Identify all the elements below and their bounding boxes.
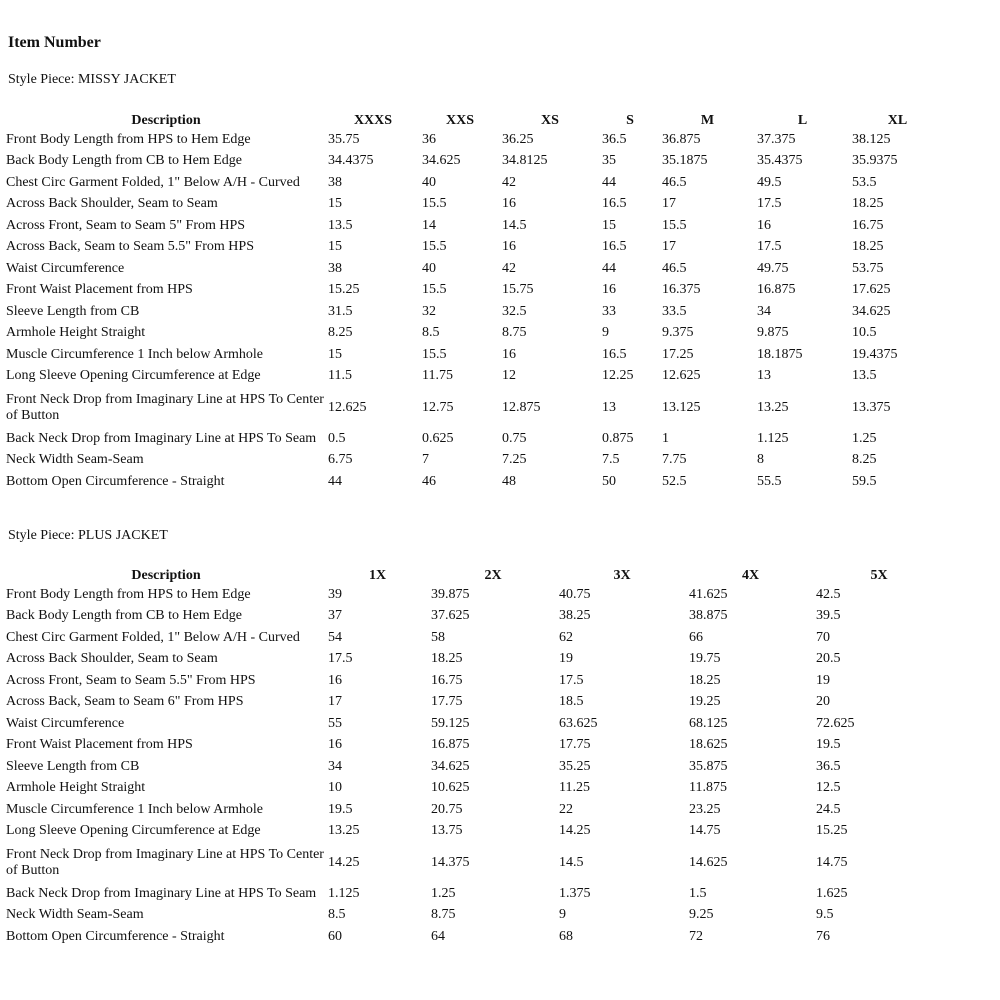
measurement-value: 16 xyxy=(602,282,616,298)
measurement-value: 8.25 xyxy=(328,325,353,341)
measurement-value: 13 xyxy=(757,368,771,384)
measurement-value: 35.9375 xyxy=(852,153,898,169)
measurement-value: 11.75 xyxy=(422,368,453,384)
measurement-value: 13.125 xyxy=(662,399,701,415)
measurement-value: 46.5 xyxy=(662,174,687,190)
measurement-value: 37 xyxy=(328,608,342,624)
measurement-value: 7.25 xyxy=(502,452,527,468)
size-header: 3X xyxy=(613,568,631,583)
measurement-value: 9 xyxy=(559,907,566,923)
size-header: XL xyxy=(887,113,908,128)
table-row xyxy=(6,194,945,216)
measurement-description: Bottom Open Circumference - Straight xyxy=(6,473,225,489)
measurement-description: Armhole Height Straight xyxy=(6,780,146,796)
measurement-description: Back Body Length from CB to Hem Edge xyxy=(6,153,243,169)
measurement-description: Chest Circ Garment Folded, 1" Below A/H - Curved xyxy=(6,629,300,645)
measurement-description: Across Back, Seam to Seam 5.5" From HPS xyxy=(6,239,254,255)
measurement-value: 42 xyxy=(502,174,516,190)
table-row xyxy=(6,713,944,735)
measurement-value: 19.5 xyxy=(816,737,841,753)
measurement-value: 35.1875 xyxy=(662,153,708,169)
missy-jacket-spec-table xyxy=(6,108,945,493)
measurement-value: 13.25 xyxy=(757,399,789,415)
measurement-value: 46.5 xyxy=(662,260,687,276)
size-header: S xyxy=(626,113,634,128)
measurement-value: 41.625 xyxy=(689,586,728,602)
table-row xyxy=(6,799,944,821)
measurement-value: 38 xyxy=(328,260,342,276)
measurement-value: 7.5 xyxy=(602,452,620,468)
measurement-value: 15.25 xyxy=(328,282,360,298)
measurement-value: 49.5 xyxy=(757,174,782,190)
measurement-value: 12.625 xyxy=(328,399,367,415)
measurement-value: 38 xyxy=(328,174,342,190)
measurement-value: 24.5 xyxy=(816,801,841,817)
measurement-value: 8.5 xyxy=(422,325,440,341)
measurement-value: 8.75 xyxy=(431,907,456,923)
table-row xyxy=(6,215,945,237)
table-row xyxy=(6,471,945,493)
plus-jacket-spec-table xyxy=(6,563,944,948)
table-row xyxy=(6,584,944,606)
measurement-value: 17 xyxy=(662,196,676,212)
measurement-value: 17.5 xyxy=(559,672,584,688)
measurement-value: 59.125 xyxy=(431,715,470,731)
measurement-value: 15.25 xyxy=(816,823,848,839)
table-row xyxy=(6,883,944,905)
measurement-value: 18.25 xyxy=(431,651,463,667)
measurement-value: 68.125 xyxy=(689,715,728,731)
measurement-value: 9.875 xyxy=(757,325,789,341)
measurement-value: 17 xyxy=(328,694,342,710)
table-row xyxy=(6,323,945,345)
measurement-description: Front Neck Drop from Imaginary Line at HPS To Center of Button xyxy=(6,391,324,423)
measurement-value: 10.5 xyxy=(852,325,877,341)
measurement-value: 55 xyxy=(328,715,342,731)
measurement-value: 18.25 xyxy=(689,672,721,688)
size-header: 1X xyxy=(368,568,387,583)
measurement-value: 36.25 xyxy=(502,131,534,147)
measurement-value: 34.625 xyxy=(852,303,891,319)
measurement-value: 15 xyxy=(328,196,342,212)
measurement-value: 16 xyxy=(328,737,342,753)
measurement-value: 54 xyxy=(328,629,342,645)
size-header: 5X xyxy=(870,568,888,583)
measurement-description: Across Back Shoulder, Seam to Seam xyxy=(6,196,218,212)
measurement-value: 16.5 xyxy=(602,196,627,212)
measurement-value: 40 xyxy=(422,174,436,190)
measurement-value: 44 xyxy=(328,473,342,489)
measurement-value: 7 xyxy=(422,452,429,468)
measurement-value: 13.5 xyxy=(328,217,353,233)
measurement-value: 40 xyxy=(422,260,436,276)
measurement-description: Sleeve Length from CB xyxy=(6,303,140,319)
measurement-value: 34 xyxy=(757,303,771,319)
measurement-value: 14.75 xyxy=(816,854,848,870)
measurement-value: 9.375 xyxy=(662,325,694,341)
measurement-value: 7.75 xyxy=(662,452,687,468)
measurement-value: 12.625 xyxy=(662,368,701,384)
measurement-value: 66 xyxy=(689,629,703,645)
measurement-description: Waist Circumference xyxy=(6,715,125,731)
measurement-value: 49.75 xyxy=(757,260,789,276)
size-header: XXXS xyxy=(353,113,393,128)
measurement-value: 18.25 xyxy=(852,196,884,212)
measurement-value: 9 xyxy=(602,325,609,341)
item-number-heading: Item Number xyxy=(8,34,101,51)
size-header: 4X xyxy=(741,568,760,583)
measurement-value: 16 xyxy=(502,239,516,255)
measurement-value: 34.625 xyxy=(431,758,470,774)
measurement-value: 1.125 xyxy=(328,885,360,901)
measurement-value: 9.5 xyxy=(816,907,834,923)
table-row xyxy=(6,172,945,194)
measurement-value: 18.625 xyxy=(689,737,728,753)
measurement-value: 18.25 xyxy=(852,239,884,255)
table-row xyxy=(6,926,944,948)
measurement-value: 53.75 xyxy=(852,260,884,276)
measurement-value: 34.4375 xyxy=(328,153,374,169)
table-row xyxy=(6,821,944,843)
measurement-value: 1.375 xyxy=(559,885,591,901)
measurement-value: 6.75 xyxy=(328,452,353,468)
measurement-value: 17.75 xyxy=(559,737,591,753)
table-row xyxy=(6,344,945,366)
measurement-value: 19 xyxy=(559,651,573,667)
measurement-value: 19.4375 xyxy=(852,346,898,362)
measurement-value: 15 xyxy=(328,239,342,255)
measurement-description: Neck Width Seam-Seam xyxy=(6,907,144,923)
measurement-value: 37.625 xyxy=(431,608,470,624)
measurement-value: 59.5 xyxy=(852,473,877,489)
measurement-description: Front Waist Placement from HPS xyxy=(6,737,193,753)
measurement-value: 8 xyxy=(757,452,764,468)
measurement-value: 55.5 xyxy=(757,473,782,489)
measurement-value: 22 xyxy=(559,801,573,817)
measurement-value: 0.5 xyxy=(328,430,346,446)
measurement-value: 34.625 xyxy=(422,153,461,169)
measurement-description: Back Neck Drop from Imaginary Line at HPS To Seam xyxy=(6,885,317,901)
measurement-value: 16 xyxy=(757,217,771,233)
style-piece-plus-label: Style Piece: PLUS JACKET xyxy=(8,528,168,543)
measurement-value: 36.5 xyxy=(816,758,841,774)
size-header: L xyxy=(797,113,808,128)
measurement-description: Bottom Open Circumference - Straight xyxy=(6,928,225,944)
measurement-value: 70 xyxy=(816,629,830,645)
measurement-value: 63.625 xyxy=(559,715,598,731)
measurement-value: 16.375 xyxy=(662,282,701,298)
table-row xyxy=(6,627,944,649)
measurement-value: 16 xyxy=(328,672,342,688)
measurement-value: 35.75 xyxy=(328,131,360,147)
measurement-value: 16.5 xyxy=(602,346,627,362)
measurement-value: 76 xyxy=(816,928,830,944)
measurement-value: 35.25 xyxy=(559,758,591,774)
measurement-value: 15 xyxy=(602,217,616,233)
measurement-value: 68 xyxy=(559,928,573,944)
measurement-value: 62 xyxy=(559,629,573,645)
measurement-value: 64 xyxy=(431,928,445,944)
table-row xyxy=(6,905,944,927)
measurement-description: Long Sleeve Opening Circumference at Edge xyxy=(6,368,261,384)
measurement-value: 44 xyxy=(602,174,616,190)
measurement-value: 16.75 xyxy=(431,672,463,688)
measurement-value: 33 xyxy=(602,303,616,319)
measurement-value: 11.5 xyxy=(328,368,352,384)
measurement-description: Armhole Height Straight xyxy=(6,325,146,341)
measurement-value: 42.5 xyxy=(816,586,841,602)
measurement-description: Across Back Shoulder, Seam to Seam xyxy=(6,651,218,667)
measurement-value: 58 xyxy=(431,629,445,645)
measurement-description: Back Neck Drop from Imaginary Line at HPS To Seam xyxy=(6,430,317,446)
measurement-value: 20 xyxy=(816,694,830,710)
measurement-value: 15.5 xyxy=(422,196,447,212)
measurement-description: Muscle Circumference 1 Inch below Armhole xyxy=(6,801,263,817)
measurement-description: Sleeve Length from CB xyxy=(6,758,140,774)
size-header: 2X xyxy=(484,568,502,583)
measurement-value: 13.75 xyxy=(431,823,463,839)
table-row xyxy=(6,735,944,757)
measurement-value: 34.8125 xyxy=(502,153,548,169)
measurement-value: 17.625 xyxy=(852,282,891,298)
measurement-value: 31.5 xyxy=(328,303,353,319)
measurement-value: 14.25 xyxy=(328,854,360,870)
measurement-value: 9.25 xyxy=(689,907,714,923)
measurement-value: 14.5 xyxy=(502,217,527,233)
table-row xyxy=(6,387,945,428)
measurement-value: 12.75 xyxy=(422,399,454,415)
measurement-value: 12.5 xyxy=(816,780,841,796)
measurement-description: Across Front, Seam to Seam 5" From HPS xyxy=(6,217,246,233)
measurement-value: 11.875 xyxy=(689,780,727,796)
measurement-value: 38.25 xyxy=(559,608,591,624)
measurement-description: Front Waist Placement from HPS xyxy=(6,282,193,298)
measurement-description: Muscle Circumference 1 Inch below Armhole xyxy=(6,346,263,362)
measurement-description: Front Body Length from HPS to Hem Edge xyxy=(6,131,251,147)
measurement-value: 14 xyxy=(422,217,436,233)
measurement-value: 1.625 xyxy=(816,885,848,901)
measurement-value: 10 xyxy=(328,780,342,796)
measurement-value: 12 xyxy=(502,368,516,384)
measurement-value: 13.375 xyxy=(852,399,891,415)
measurement-description: Chest Circ Garment Folded, 1" Below A/H - Curved xyxy=(6,174,300,190)
measurement-value: 18.1875 xyxy=(757,346,803,362)
measurement-description: Neck Width Seam-Seam xyxy=(6,452,144,468)
measurement-value: 38.125 xyxy=(852,131,891,147)
table-row xyxy=(6,842,944,883)
size-header: M xyxy=(700,113,715,128)
table-row xyxy=(6,366,945,388)
measurement-description: Front Neck Drop from Imaginary Line at HPS To Center of Button xyxy=(6,846,324,878)
measurement-value: 19 xyxy=(816,672,830,688)
measurement-value: 10.625 xyxy=(431,780,470,796)
measurement-value: 72 xyxy=(689,928,703,944)
measurement-value: 19.5 xyxy=(328,801,353,817)
measurement-value: 0.875 xyxy=(602,430,634,446)
measurement-value: 13 xyxy=(602,399,616,415)
measurement-description: Waist Circumference xyxy=(6,260,125,276)
measurement-value: 20.5 xyxy=(816,651,841,667)
measurement-value: 17 xyxy=(662,239,676,255)
measurement-description: Back Body Length from CB to Hem Edge xyxy=(6,608,243,624)
measurement-value: 16.875 xyxy=(431,737,470,753)
measurement-value: 15.5 xyxy=(422,346,447,362)
table-row xyxy=(6,237,945,259)
measurement-value: 60 xyxy=(328,928,342,944)
measurement-value: 34 xyxy=(328,758,342,774)
measurement-value: 36 xyxy=(422,131,436,147)
measurement-value: 16.5 xyxy=(602,239,627,255)
table-row xyxy=(6,129,945,151)
measurement-value: 15.5 xyxy=(422,282,447,298)
measurement-description: Across Front, Seam to Seam 5.5" From HPS xyxy=(6,672,256,688)
table-row xyxy=(6,649,944,671)
measurement-value: 19.75 xyxy=(689,651,721,667)
measurement-value: 14.375 xyxy=(431,854,470,870)
measurement-value: 32 xyxy=(422,303,436,319)
measurement-value: 13.5 xyxy=(852,368,877,384)
measurement-value: 37.375 xyxy=(757,131,796,147)
measurement-description: Front Body Length from HPS to Hem Edge xyxy=(6,586,251,602)
measurement-value: 39.875 xyxy=(431,586,470,602)
measurement-value: 14.25 xyxy=(559,823,591,839)
table-row xyxy=(6,670,944,692)
table-row xyxy=(6,258,945,280)
measurement-value: 17.75 xyxy=(431,694,463,710)
size-header: XXS xyxy=(445,113,474,128)
measurement-value: 52.5 xyxy=(662,473,687,489)
measurement-value: 46 xyxy=(422,473,436,489)
measurement-value: 11.25 xyxy=(559,780,590,796)
table-row xyxy=(6,280,945,302)
measurement-value: 14.5 xyxy=(559,854,584,870)
measurement-value: 48 xyxy=(502,473,516,489)
measurement-value: 53.5 xyxy=(852,174,877,190)
table-row xyxy=(6,428,945,450)
size-header: XS xyxy=(541,113,559,128)
measurement-value: 72.625 xyxy=(816,715,855,731)
measurement-value: 14.75 xyxy=(689,823,721,839)
measurement-value: 17.5 xyxy=(757,196,782,212)
measurement-value: 35.875 xyxy=(689,758,728,774)
measurement-value: 18.5 xyxy=(559,694,584,710)
measurement-value: 15.5 xyxy=(422,239,447,255)
measurement-value: 16 xyxy=(502,346,516,362)
measurement-description: Across Back, Seam to Seam 6" From HPS xyxy=(6,694,244,710)
measurement-value: 8.25 xyxy=(852,452,877,468)
description-header: Description xyxy=(131,113,201,128)
table-row xyxy=(6,778,944,800)
measurement-value: 15.75 xyxy=(502,282,534,298)
measurement-value: 12.25 xyxy=(602,368,634,384)
measurement-value: 33.5 xyxy=(662,303,687,319)
measurement-value: 1.25 xyxy=(431,885,456,901)
measurement-value: 1 xyxy=(662,430,669,446)
measurement-value: 0.625 xyxy=(422,430,454,446)
measurement-value: 12.875 xyxy=(502,399,541,415)
measurement-value: 17.5 xyxy=(328,651,353,667)
measurement-value: 0.75 xyxy=(502,430,527,446)
measurement-value: 36.875 xyxy=(662,131,701,147)
measurement-value: 16.75 xyxy=(852,217,884,233)
measurement-value: 8.5 xyxy=(328,907,346,923)
measurement-description: Long Sleeve Opening Circumference at Edge xyxy=(6,823,261,839)
measurement-value: 16 xyxy=(502,196,516,212)
measurement-value: 8.75 xyxy=(502,325,527,341)
measurement-value: 44 xyxy=(602,260,616,276)
measurement-value: 39.5 xyxy=(816,608,841,624)
measurement-value: 19.25 xyxy=(689,694,721,710)
measurement-value: 13.25 xyxy=(328,823,360,839)
measurement-value: 23.25 xyxy=(689,801,721,817)
table-row xyxy=(6,756,944,778)
header-row xyxy=(6,108,945,129)
measurement-value: 15 xyxy=(328,346,342,362)
measurement-value: 35 xyxy=(602,153,616,169)
table-row xyxy=(6,151,945,173)
style-piece-missy-label: Style Piece: MISSY JACKET xyxy=(8,72,176,87)
measurement-value: 17.5 xyxy=(757,239,782,255)
description-header: Description xyxy=(131,568,201,583)
measurement-value: 17.25 xyxy=(662,346,694,362)
table-row xyxy=(6,301,945,323)
measurement-value: 14.625 xyxy=(689,854,728,870)
table-row xyxy=(6,450,945,472)
table-row xyxy=(6,692,944,714)
measurement-value: 1.25 xyxy=(852,430,877,446)
header-row xyxy=(6,563,944,584)
measurement-value: 32.5 xyxy=(502,303,527,319)
measurement-value: 38.875 xyxy=(689,608,728,624)
measurement-value: 16.875 xyxy=(757,282,796,298)
measurement-value: 35.4375 xyxy=(757,153,803,169)
measurement-value: 40.75 xyxy=(559,586,591,602)
measurement-value: 1.125 xyxy=(757,430,789,446)
measurement-value: 50 xyxy=(602,473,616,489)
measurement-value: 20.75 xyxy=(431,801,463,817)
measurement-value: 15.5 xyxy=(662,217,687,233)
measurement-value: 42 xyxy=(502,260,516,276)
measurement-value: 39 xyxy=(328,586,342,602)
table-row xyxy=(6,606,944,628)
measurement-value: 1.5 xyxy=(689,885,707,901)
measurement-value: 36.5 xyxy=(602,131,627,147)
